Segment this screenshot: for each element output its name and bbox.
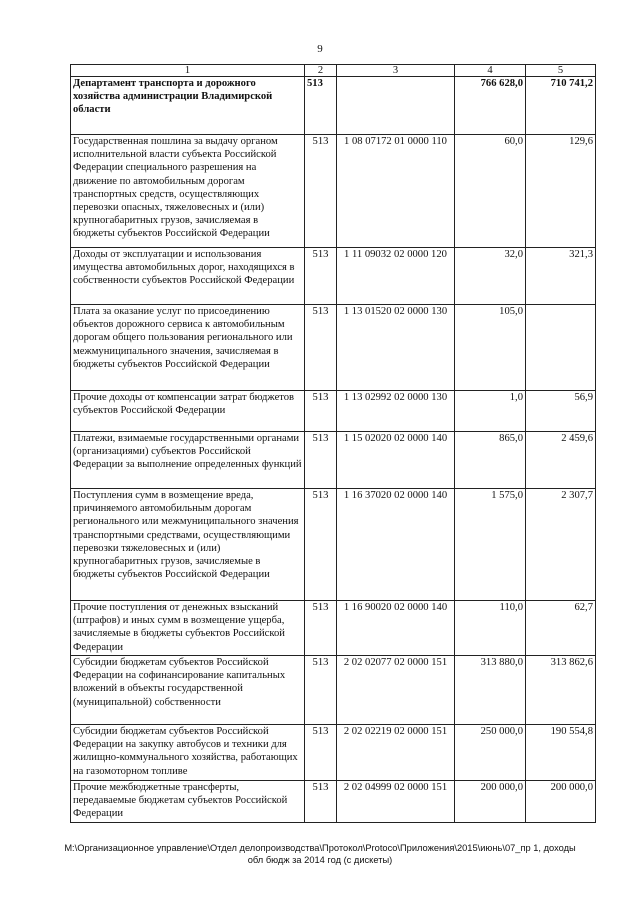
row-kbk: 1 13 01520 02 0000 130 [337,305,455,391]
row-value-4: 313 880,0 [455,656,526,725]
row-code: 513 [305,601,337,656]
row-kbk [337,77,455,135]
row-value-5: 129,6 [526,135,596,248]
row-name: Платежи, взимаемые государственными органами (организациями) субъектов Российской Федерации за выполнение определенных функций [71,432,305,489]
row-value-5: 2 307,7 [526,489,596,601]
table-row [71,781,596,823]
row-name: Прочие межбюджетные трансферты, передаваемые бюджетам субъектов Российской Федерации [71,781,305,823]
row-code: 513 [305,391,337,432]
row-kbk: 1 08 07172 01 0000 110 [337,135,455,248]
table-row [71,135,596,248]
row-value-5: 190 554,8 [526,725,596,781]
row-kbk: 1 11 09032 02 0000 120 [337,248,455,305]
row-value-4: 105,0 [455,305,526,391]
row-name: Субсидии бюджетам субъектов Российской Федерации на софинансирование капитальных вложений в объекты государственной (муниципальной) собственности [71,656,305,725]
footer-line-1: M:\Организационное управление\Отдел делопроизводства\Протокол\Protoco\Приложения\2015\июнь\07_пр 1, доходы [64,843,576,853]
row-code: 513 [305,432,337,489]
row-value-4: 60,0 [455,135,526,248]
header-col-2: 2 [305,65,337,77]
footer-line-2: обл бюдж за 2014 год (с дискеты) [247,855,393,865]
revenue-table [70,64,596,823]
table-row [71,489,596,601]
table-row [71,391,596,432]
row-name: Плата за оказание услуг по присоединению объектов дорожного сервиса к автомобильным дорогам общего пользования регионального или межмуниципального значения, зачисляемая в бюджеты субъектов Российской Федерации [71,305,305,391]
row-code: 513 [305,135,337,248]
row-value-4: 1 575,0 [455,489,526,601]
table-row [71,725,596,781]
row-name: Департамент транспорта и дорожного хозяйства администрации Владимирской области [71,77,305,135]
row-code: 513 [305,489,337,601]
row-name: Прочие доходы от компенсации затрат бюджетов субъектов Российской Федерации [71,391,305,432]
row-value-4: 766 628,0 [455,77,526,135]
row-code: 513 [305,656,337,725]
header-col-4: 4 [455,65,526,77]
row-value-4: 200 000,0 [455,781,526,823]
row-kbk: 1 13 02992 02 0000 130 [337,391,455,432]
table-row [71,77,596,135]
row-code: 513 [305,781,337,823]
row-kbk: 2 02 02077 02 0000 151 [337,656,455,725]
header-col-5: 5 [526,65,596,77]
page-number: 9 [317,43,323,55]
row-name: Прочие поступления от денежных взысканий (штрафов) и иных сумм в возмещение ущерба, зачисляемые в бюджеты субъектов Российской Федерации [71,601,305,656]
row-kbk: 1 16 37020 02 0000 140 [337,489,455,601]
row-value-4: 865,0 [455,432,526,489]
row-code: 513 [305,305,337,391]
row-name: Субсидии бюджетам субъектов Российской Федерации на закупку автобусов и техники для жилищно-коммунального хозяйства, работающих на газомоторном топливе [71,725,305,781]
row-value-5: 200 000,0 [526,781,596,823]
header-col-1: 1 [71,65,305,77]
row-value-4: 32,0 [455,248,526,305]
row-value-5 [526,305,596,391]
table-row [71,248,596,305]
row-value-5: 710 741,2 [526,77,596,135]
row-kbk: 1 15 02020 02 0000 140 [337,432,455,489]
table-header [71,65,596,77]
row-value-5: 2 459,6 [526,432,596,489]
row-kbk: 2 02 02219 02 0000 151 [337,725,455,781]
row-value-5: 313 862,6 [526,656,596,725]
row-code: 513 [305,248,337,305]
row-value-5: 62,7 [526,601,596,656]
row-value-5: 56,9 [526,391,596,432]
row-kbk: 2 02 04999 02 0000 151 [337,781,455,823]
row-name: Государственная пошлина за выдачу органом исполнительной власти субъекта Российской Федерации специального разрешения на движение по автомобильным дорогам транспортных средств, осуществляющих перевозки опасных, тяжеловесных и (или) крупногабаритных грузов, зачисляемая в бюджеты субъектов Российской Федерации [71,135,305,248]
row-name: Доходы от эксплуатации и использования имущества автомобильных дорог, находящихся в собственности субъектов Российской Федерации [71,248,305,305]
table-row [71,305,596,391]
row-code: 513 [305,77,337,135]
table-row [71,601,596,656]
table-row [71,656,596,725]
row-value-4: 250 000,0 [455,725,526,781]
row-name: Поступления сумм в возмещение вреда, причиняемого автомобильным дорогам регионального или межмуниципального значения транспортными средствами, осуществляющими перевозки тяжеловесных и (или) крупногабаритных грузов, зачисляемые в бюджеты субъектов Российской Федерации [71,489,305,601]
file-path-footer [0,842,640,866]
table-row [71,432,596,489]
row-value-4: 110,0 [455,601,526,656]
row-kbk: 1 16 90020 02 0000 140 [337,601,455,656]
row-value-4: 1,0 [455,391,526,432]
row-value-5: 321,3 [526,248,596,305]
header-col-3: 3 [337,65,455,77]
row-code: 513 [305,725,337,781]
